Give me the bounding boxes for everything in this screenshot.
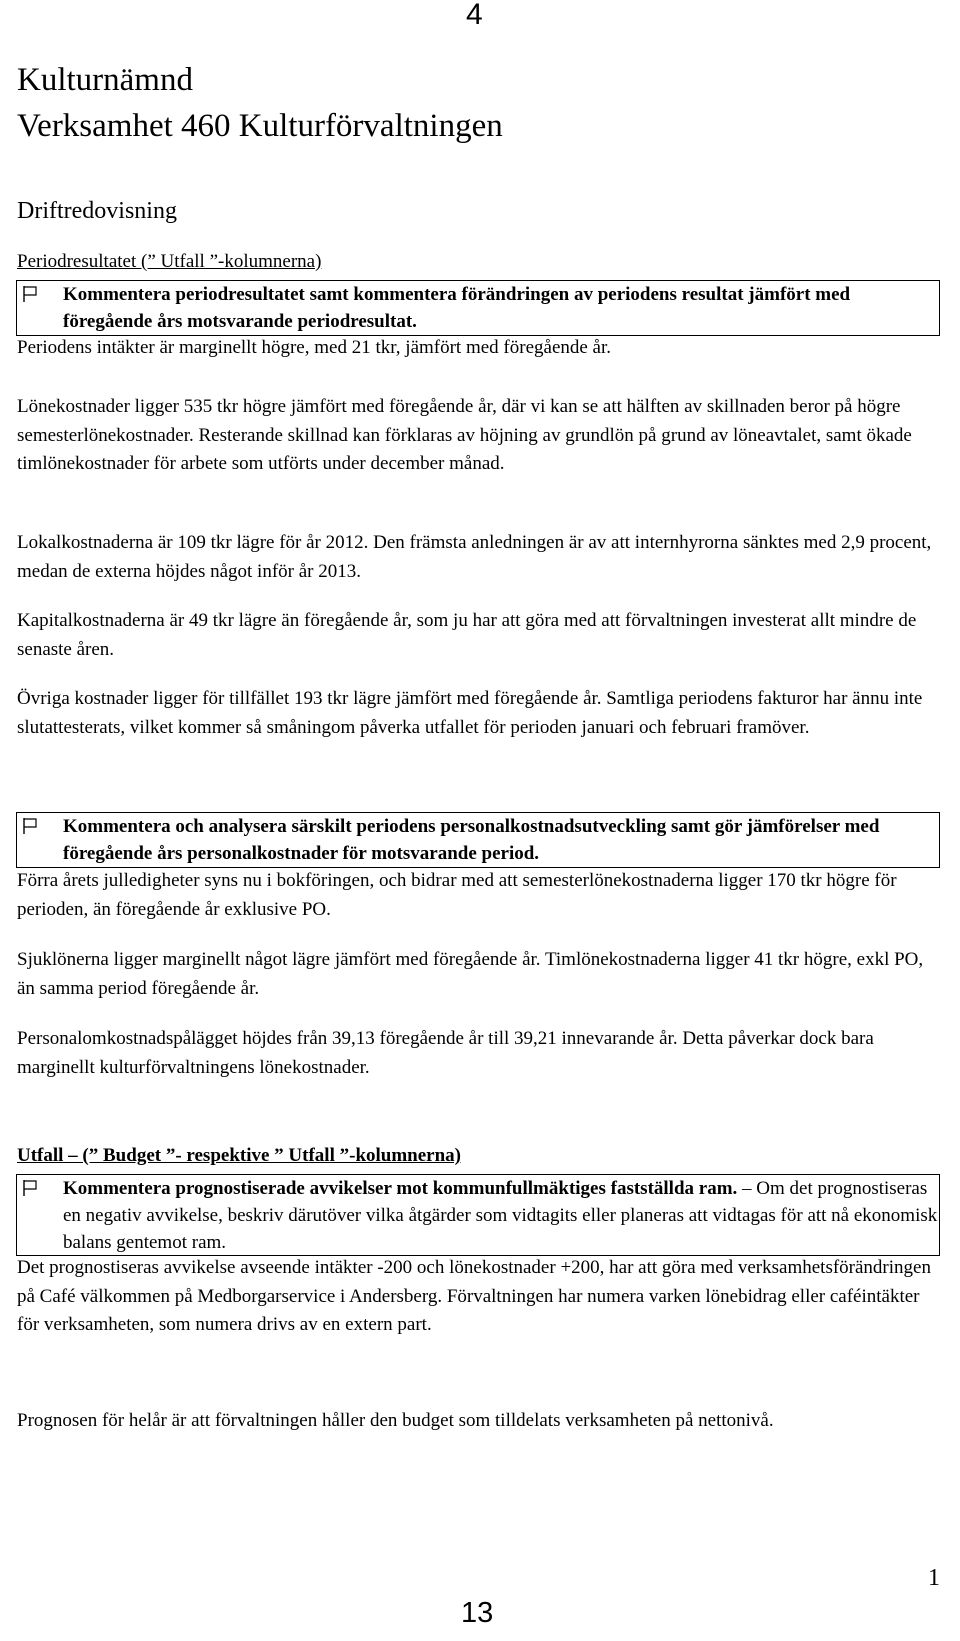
paragraph: Prognosen för helår är att förvaltningen håller den budget som tilldelats verksamheten på nettonivå. (17, 1410, 774, 1431)
section1-heading: Periodresultatet (” Utfall ”-kolumnerna) (17, 251, 322, 272)
section-subheading: Driftredovisning (17, 198, 177, 224)
prompt-box-2 (16, 812, 940, 868)
paragraph: Periodens intäkter är marginellt högre, med 21 tkr, jämfört med föregående år. (17, 337, 612, 358)
paragraph: Förra årets julledigheter syns nu i bokföringen, och bidrar med att semesterlönekostnaderna ligger 170 tkr högre för perioden, än föregående år exklusive PO. (17, 870, 897, 920)
paragraph: Lönekostnader ligger 535 tkr högre jämfört med föregående år, där vi kan se att hälften av skillnaden beror på högre semesterlönekostnader. Resterande skillnad kan förklaras av höjning av grundlön på grund av löneavtalet, samt ökade timlönekostnader för arbete som utförts under december månad. (17, 396, 912, 475)
prompt-box-3 (16, 1174, 940, 1256)
page-number-bottom: 13 (461, 1597, 494, 1629)
section2-heading: Utfall – (” Budget ”- respektive ” Utfall ”-kolumnerna) (17, 1145, 462, 1166)
prompt-text-3-normal: – Om det prognostiseras en negativ avvikelse, beskriv därutöver vilka åtgärder som vidtagits eller planeras att vidtagas för att nå ekonomisk balans gentemot ram. (63, 1178, 938, 1253)
paragraph: Det prognostiseras avvikelse avseende intäkter -200 och lönekostnader +200, har att göra med verksamhetsförändringen på Café välkommen på Medborgarservice i Andersberg. Förvaltningen har numera varken lönebidrag eller caféintäkter för verksamheten, som numera drivs av en extern part. (17, 1257, 931, 1336)
paragraph: Personalomkostnadspålägget höjdes från 39,13 föregående år till 39,21 innevarande år. Detta påverkar dock bara marginellt kulturförvaltningens lönekostnader. (17, 1028, 874, 1078)
prompt-text-3-bold: Kommentera prognostiserade avvikelser mot kommunfullmäktiges fastställda ram. (63, 1178, 738, 1199)
flag-icon (21, 817, 39, 835)
prompt-text-2: Kommentera och analysera särskilt periodens personalkostnadsutveckling samt gör jämförelser med föregående års personalkostnader för motsvarande period. (63, 816, 880, 864)
flag-icon (21, 285, 39, 303)
page-number-right: 1 (928, 1565, 940, 1591)
flag-icon (21, 1179, 39, 1197)
page-title: Kulturnämnd (17, 62, 193, 98)
paragraph: Kapitalkostnaderna är 49 tkr lägre än föregående år, som ju har att göra med att förvaltningen investerat allt mindre de senaste åren. (17, 610, 917, 660)
prompt-text-1: Kommentera periodresultatet samt kommentera förändringen av periodens resultat jämfört med föregående års motsvarande periodresultat. (63, 284, 851, 332)
paragraph: Sjuklönerna ligger marginellt något lägre jämfört med föregående år. Timlönekostnaderna ligger 41 tkr högre, exkl PO, än samma period föregående år. (17, 949, 924, 999)
page-subtitle: Verksamhet 460 Kulturförvaltningen (17, 108, 503, 144)
paragraph: Övriga kostnader ligger för tillfället 193 tkr lägre jämfört med föregående år. Samtliga periodens fakturor har ännu inte slutattesterats, vilket kommer så småningom påverka utfallet för perioden januari och februari framöver. (17, 688, 923, 738)
prompt-box-1 (16, 280, 940, 336)
page-number-top: 4 (466, 0, 483, 31)
paragraph: Lokalkostnaderna är 109 tkr lägre för år 2012. Den främsta anledningen är av att internhyrorna sänktes med 2,9 procent, medan de externa höjdes något inför år 2013. (17, 532, 932, 582)
